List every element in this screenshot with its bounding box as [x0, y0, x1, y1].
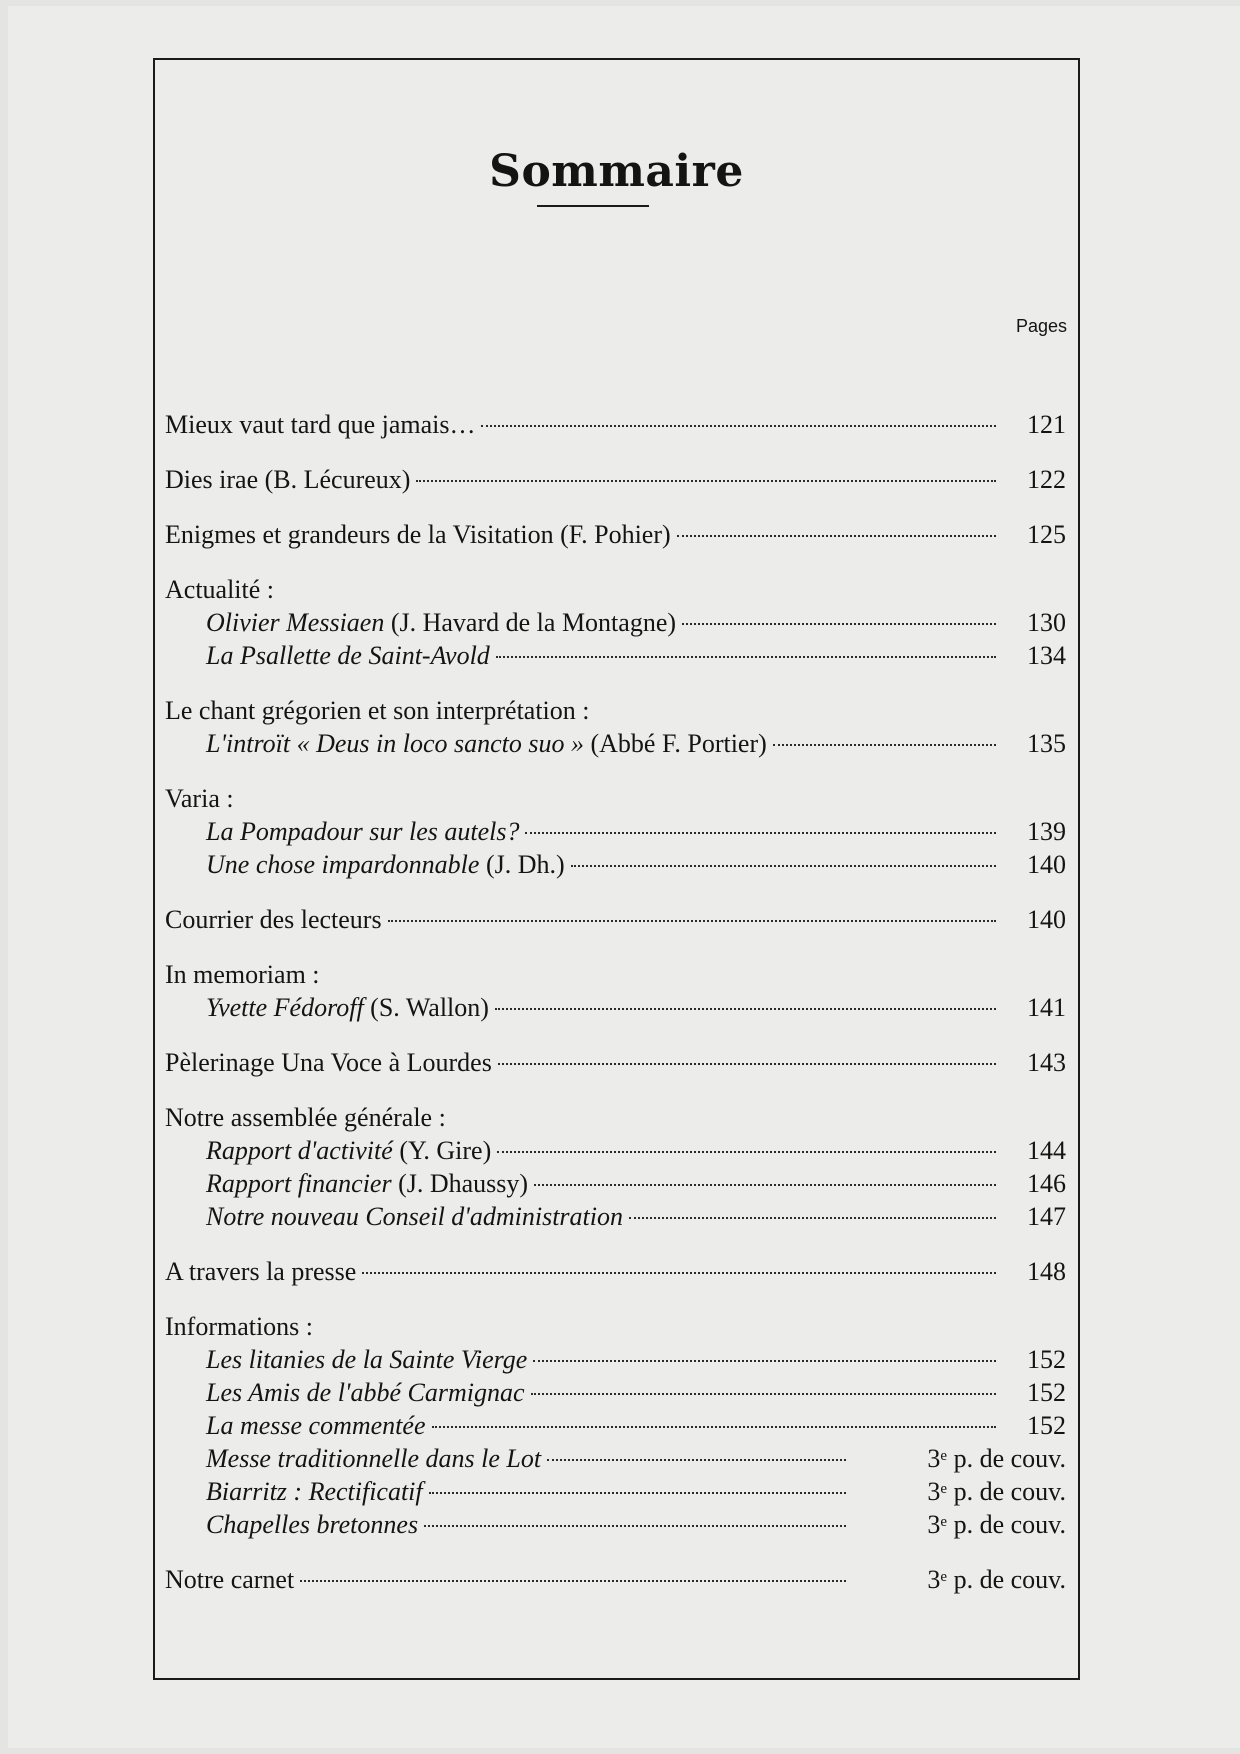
- dot-leader: [424, 1525, 846, 1527]
- toc-entry-title: [206, 991, 489, 1024]
- toc-entry: [165, 1409, 1066, 1442]
- toc-entry-author: (Y. Gire): [392, 1136, 492, 1165]
- page-ref-number: 3: [927, 1444, 941, 1473]
- toc-entry-italic-title: Rapport financier: [206, 1169, 392, 1198]
- page-ref-superscript: e: [940, 1448, 948, 1464]
- toc-entry-author: (J. Dhaussy): [391, 1169, 529, 1198]
- dot-leader: [571, 865, 996, 867]
- toc-entry: [165, 1167, 1066, 1200]
- toc-entry-title: [206, 815, 519, 848]
- dot-leader: [547, 1459, 846, 1461]
- toc-page-number: 148: [1027, 1257, 1066, 1286]
- toc-entry-author: (J. Dh.): [479, 850, 565, 879]
- toc-entry-italic-title: La Pompadour sur les autels?: [206, 817, 520, 846]
- toc-page-number: 134: [1027, 641, 1066, 670]
- toc-entry-italic-title: Chapelles bretonnes: [206, 1510, 419, 1539]
- toc-entry-title: [206, 639, 490, 672]
- dot-leader: [300, 1580, 846, 1582]
- toc-entry: [165, 518, 1066, 551]
- toc-entry-title: [206, 1167, 528, 1200]
- page-ref-text: p. de couv.: [947, 1477, 1066, 1506]
- toc-entry: [165, 991, 1066, 1024]
- toc-page-number: 147: [1027, 1202, 1066, 1231]
- dot-leader: [682, 623, 996, 625]
- toc-entry: [165, 1442, 1066, 1475]
- page-ref-text: p. de couv.: [947, 1510, 1066, 1539]
- page-ref-number: 3: [927, 1565, 941, 1594]
- toc-entry: [165, 1475, 1066, 1508]
- toc-page-number: 125: [1027, 520, 1066, 549]
- page-ref-number: 3: [927, 1477, 941, 1506]
- dot-leader: [496, 656, 996, 658]
- toc-entry-title: [206, 1475, 423, 1508]
- pages-column-heading: Pages: [1015, 316, 1067, 336]
- toc-entry: [165, 639, 1066, 672]
- dot-leader: [429, 1492, 846, 1494]
- toc-entry-italic-title: Rapport d'activité: [206, 1136, 393, 1165]
- toc-entry-author: (J. Havard de la Montagne): [384, 608, 677, 637]
- dot-leader: [498, 1063, 996, 1065]
- toc-entry-title: [206, 1343, 527, 1376]
- contents-frame: [153, 58, 1080, 1680]
- page-ref-number: 3: [927, 1510, 941, 1539]
- toc-page-number: 122: [1027, 465, 1066, 494]
- page-ref-superscript: e: [940, 1481, 948, 1497]
- title-underline: [537, 205, 649, 207]
- toc-page-number: [896, 1475, 1066, 1508]
- toc-entry-title: Enigmes et grandeurs de la Visitation (F. Pohier): [165, 520, 671, 549]
- toc-page-number: 144: [1027, 1136, 1066, 1165]
- toc-entry: [165, 815, 1066, 848]
- toc-page-number: 141: [1027, 993, 1066, 1022]
- toc-page-number: 140: [1027, 850, 1066, 879]
- dot-leader: [773, 744, 996, 746]
- toc-entry: [165, 848, 1066, 881]
- toc-entry-italic-title: Une chose impardonnable: [206, 850, 480, 879]
- dot-leader: [629, 1217, 996, 1219]
- toc-group: [165, 518, 1066, 551]
- toc-page-number: 121: [1027, 410, 1066, 439]
- toc-entry: [165, 408, 1066, 441]
- toc-entry-italic-title: Notre nouveau Conseil d'administration: [206, 1202, 623, 1231]
- toc-entry-title: [206, 848, 565, 881]
- toc-page-number: [896, 1563, 1066, 1596]
- toc-group: [165, 1101, 1066, 1233]
- toc-section-heading: Notre assemblée générale :: [165, 1103, 446, 1132]
- page-title: Sommaire: [489, 146, 744, 197]
- toc-entry-italic-title: Biarritz : Rectificatif: [206, 1477, 423, 1506]
- toc-entry: [165, 903, 1066, 936]
- page-ref-text: p. de couv.: [947, 1565, 1066, 1594]
- toc-entry-title: Pèlerinage Una Voce à Lourdes: [165, 1048, 492, 1077]
- dot-leader: [533, 1360, 996, 1362]
- toc-group: [165, 573, 1066, 672]
- toc-page-number: 152: [1027, 1378, 1066, 1407]
- toc-page-number: 135: [1027, 729, 1066, 758]
- toc-group: [165, 408, 1066, 441]
- toc-entry-title: Dies irae (B. Lécureux): [165, 465, 411, 494]
- dot-leader: [531, 1393, 996, 1395]
- toc-group: [165, 1310, 1066, 1541]
- toc-entry: [165, 606, 1066, 639]
- toc-entry: [165, 1200, 1066, 1233]
- toc-entry-title: [206, 1508, 418, 1541]
- toc-page-number: [896, 1442, 1066, 1475]
- toc-entry: [165, 1376, 1066, 1409]
- toc-page-number: 139: [1027, 817, 1066, 846]
- toc-group: [165, 1563, 1066, 1596]
- dot-leader: [432, 1426, 997, 1428]
- toc-entry-title: [206, 727, 767, 760]
- toc-entry-italic-title: Les Amis de l'abbé Carmignac: [206, 1378, 525, 1407]
- toc-group: [165, 958, 1066, 1024]
- toc-entry-title: [206, 1134, 491, 1167]
- toc-entry: [165, 1563, 1066, 1596]
- toc-section-heading: Actualité :: [165, 575, 275, 604]
- toc-entry-title: [206, 1200, 623, 1233]
- toc-entry-author: (S. Wallon): [363, 993, 489, 1022]
- toc-entry-italic-title: Les litanies de la Sainte Vierge: [206, 1345, 528, 1374]
- toc-entry: [165, 463, 1066, 496]
- dot-leader: [481, 425, 996, 427]
- dot-leader: [388, 920, 996, 922]
- toc-entry-title: Notre carnet: [165, 1565, 295, 1594]
- toc-group: [165, 694, 1066, 760]
- toc-entry-italic-title: Messe traditionnelle dans le Lot: [206, 1444, 542, 1473]
- toc-entry-italic-title: Olivier Messiaen: [206, 608, 385, 637]
- toc-section-heading: Informations :: [165, 1312, 314, 1341]
- toc-section-heading: In memoriam :: [165, 960, 320, 989]
- toc-entry: [165, 1046, 1066, 1079]
- toc-page-number: 152: [1027, 1411, 1066, 1440]
- dot-leader: [497, 1151, 996, 1153]
- toc-entry-italic-title: La messe commentée: [206, 1411, 426, 1440]
- page-ref-superscript: e: [940, 1514, 948, 1530]
- toc-group: [165, 1046, 1066, 1079]
- toc-page-number: 140: [1027, 905, 1066, 934]
- toc-group: [165, 903, 1066, 936]
- toc-entry: [165, 1134, 1066, 1167]
- toc-entry: [165, 1343, 1066, 1376]
- toc-entry-title: [206, 1409, 426, 1442]
- toc-entry-title: A travers la presse: [165, 1257, 357, 1286]
- toc-group: [165, 463, 1066, 496]
- toc-entry-title: Mieux vaut tard que jamais…: [165, 410, 476, 439]
- toc-entry-italic-title: Yvette Fédoroff: [206, 993, 364, 1022]
- toc-entry-title: [206, 1376, 525, 1409]
- dot-leader: [416, 480, 996, 482]
- toc-page-number: 152: [1027, 1345, 1066, 1374]
- toc-section-heading: Le chant grégorien et son interprétation :: [165, 696, 590, 725]
- dot-leader: [495, 1008, 996, 1010]
- toc-entry-italic-title: La Psallette de Saint-Avold: [206, 641, 490, 670]
- toc-entry-author: (Abbé F. Portier): [584, 729, 767, 758]
- dot-leader: [677, 535, 996, 537]
- toc-entry-title: [206, 1442, 541, 1475]
- dot-leader: [525, 832, 996, 834]
- toc-page-number: 130: [1027, 608, 1066, 637]
- toc-page-number: [896, 1508, 1066, 1541]
- toc-page-number: 143: [1027, 1048, 1066, 1077]
- table-of-contents: [165, 408, 1066, 1618]
- page-ref-text: p. de couv.: [947, 1444, 1066, 1473]
- toc-entry-title: [206, 606, 676, 639]
- toc-entry: [165, 1508, 1066, 1541]
- toc-entry-italic-title: L'introït « Deus in loco sancto suo »: [206, 729, 584, 758]
- toc-section-heading: Varia :: [165, 784, 234, 813]
- toc-page-number: 146: [1027, 1169, 1066, 1198]
- toc-group: [165, 782, 1066, 881]
- toc-entry-title: Courrier des lecteurs: [165, 905, 382, 934]
- toc-group: [165, 1255, 1066, 1288]
- page-ref-superscript: e: [940, 1569, 948, 1585]
- dot-leader: [362, 1272, 996, 1274]
- toc-entry: [165, 727, 1066, 760]
- toc-entry: [165, 1255, 1066, 1288]
- dot-leader: [534, 1184, 996, 1186]
